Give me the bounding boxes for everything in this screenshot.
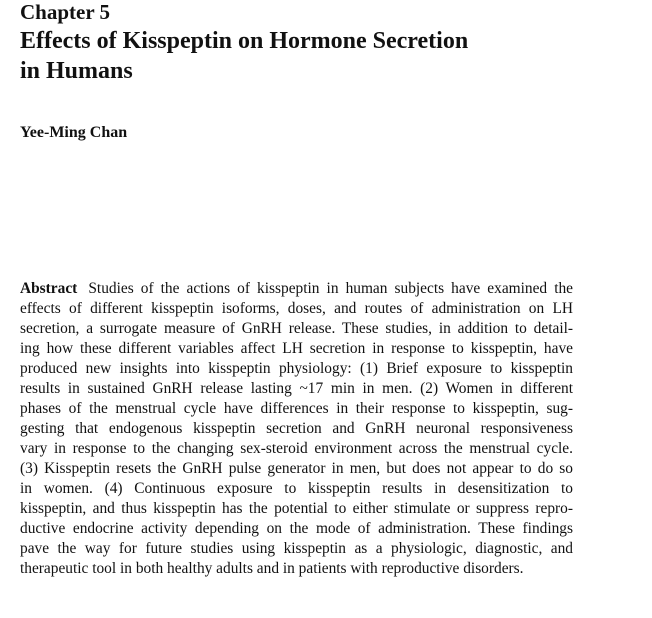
abstract-line: (3) Kisspeptin resets the GnRH pulse generator in men, but does not appear to do so <box>20 460 573 477</box>
abstract-line: secretion, a surrogate measure of GnRH release. These studies, in addition to detail- <box>20 320 573 337</box>
abstract-line: ing how these different variables affect LH secretion in response to kisspeptin, have <box>20 340 573 357</box>
abstract-line: kisspeptin, and thus kisspeptin has the potential to either stimulate or suppress repro- <box>20 500 573 517</box>
abstract-line-text: Studies of the actions of kisspeptin in human subjects have examined the <box>88 280 573 297</box>
abstract-line: in women. (4) Continuous exposure to kisspeptin results in desensitization to <box>20 480 573 497</box>
abstract-line: results in sustained GnRH release lasting ~17 min in men. (2) Women in different <box>20 380 573 397</box>
abstract-line: vary in response to the changing sex-steroid environment across the menstrual cycle. <box>20 440 573 457</box>
abstract-line: gesting that endogenous kisspeptin secretion and GnRH neuronal responsiveness <box>20 420 573 437</box>
abstract-line: produced new insights into kisspeptin physiology: (1) Brief exposure to kisspeptin <box>20 360 573 377</box>
abstract <box>20 279 573 579</box>
abstract-line: pave the way for future studies using kisspeptin as a physiologic, diagnostic, and <box>20 540 573 557</box>
author-name: Yee-Ming Chan <box>20 124 128 141</box>
chapter-title-line: in Humans <box>20 58 133 84</box>
abstract-line: effects of different kisspeptin isoforms, doses, and routes of administration on LH <box>20 300 573 317</box>
abstract-line: ductive endocrine activity depending on the mode of administration. These findings <box>20 520 573 537</box>
abstract-line <box>20 279 573 299</box>
chapter-title-line: Effects of Kisspeptin on Hormone Secretion <box>20 28 469 54</box>
abstract-heading: Abstract <box>20 280 78 297</box>
chapter-label: Chapter 5 <box>20 0 111 24</box>
abstract-line: phases of the menstrual cycle have differences in their response to kisspeptin, sug- <box>20 400 573 417</box>
abstract-line: therapeutic tool in both healthy adults and in patients with reproductive disorders. <box>20 560 524 577</box>
chapter-title <box>20 26 468 86</box>
